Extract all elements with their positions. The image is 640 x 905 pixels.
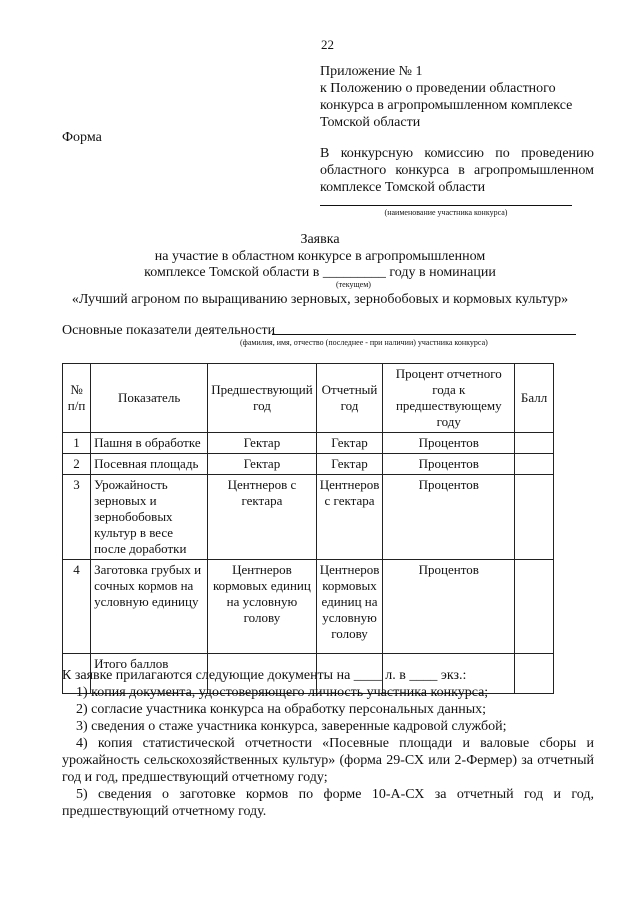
row-3-indicator: Урожайность зерновых и зернобобовых культур в весе после доработки: [91, 475, 208, 560]
row-4-score: [515, 560, 554, 654]
attachment-item-2: 2) согласие участника конкурса на обработку персональных данных;: [76, 702, 487, 717]
row-2-percent: Процентов: [383, 454, 515, 475]
application-title: Заявка: [300, 232, 340, 247]
row-4-prev: Центнеров кормовых единиц на условную голову: [208, 560, 317, 654]
application-line-1: на участие в областном конкурсе в агропромышленном: [154, 249, 486, 264]
addressee-line-3: комплексе Томской области: [320, 180, 486, 195]
row-3-score: [515, 475, 554, 560]
appendix-line-1: к Положению о проведении областного: [320, 81, 556, 96]
row-2-prev: Гектар: [208, 454, 317, 475]
indicators-name-line: [272, 334, 576, 335]
appendix-line-3: Томской области: [320, 115, 421, 130]
indicators-label: Основные показатели деятельности: [62, 323, 276, 338]
row-2-report: Гектар: [316, 454, 383, 475]
row-3-report: Центнеров с гектара: [316, 475, 383, 560]
row-2-score: [515, 454, 554, 475]
header-report-year: Отчетный год: [316, 364, 383, 433]
application-line-2: комплексе Томской области в _________ году в номинации: [144, 265, 496, 280]
header-score: Балл: [515, 364, 554, 433]
indicators-table: [62, 363, 554, 694]
participant-name-line: [320, 205, 572, 206]
row-2-indicator: Посевная площадь: [91, 454, 208, 475]
form-label: Форма: [62, 130, 102, 145]
row-1-report: Гектар: [316, 433, 383, 454]
attachment-item-4: 4) копия статистической отчетности «Посевные площади и валовые сборы и урожайность сельскохозяйственных культур» (форма 29-СХ или 2-Фермер) за отчетный год и год, предшествующий отчетному году;: [62, 736, 594, 785]
page-number: 22: [321, 37, 334, 52]
addressee-line-1: В конкурсную комиссию по проведению: [320, 146, 594, 161]
row-2-num: 2: [63, 454, 91, 475]
row-3-prev: Центнеров с гектара: [208, 475, 317, 560]
header-num: № п/п: [63, 364, 91, 433]
attachment-item-5: 5) сведения о заготовке кормов по форме 10-А-СХ за отчетный год и год, предшествующий отчетному году.: [62, 787, 594, 819]
row-1-indicator: Пашня в обработке: [91, 433, 208, 454]
current-year-caption: (текущем): [336, 280, 371, 289]
total-label: Итого баллов: [91, 654, 208, 694]
row-3-num: 3: [63, 475, 91, 560]
row-1-score: [515, 433, 554, 454]
attachment-item-1: 1) копия документа, удостоверяющего личность участника конкурса;: [76, 685, 489, 700]
participant-caption: (наименование участника конкурса): [384, 208, 508, 217]
table-row: [63, 454, 554, 475]
row-4-percent: Процентов: [383, 560, 515, 654]
row-1-percent: Процентов: [383, 433, 515, 454]
row-1-prev: Гектар: [208, 433, 317, 454]
appendix-title: Приложение № 1: [320, 64, 423, 79]
row-4-report: Центнеров кормовых единиц на условную голову: [316, 560, 383, 654]
row-4-num: 4: [63, 560, 91, 654]
addressee-line-2: областного конкурса в агропромышленном: [320, 163, 594, 178]
nomination: «Лучший агроном по выращиванию зерновых, зернобобовых и кормовых культур»: [71, 292, 569, 307]
attachments-block: [62, 667, 594, 820]
table-row: [63, 433, 554, 454]
table-row: [63, 560, 554, 654]
table-header-row: [63, 364, 554, 433]
addressee-block: [320, 145, 594, 196]
row-3-percent: Процентов: [383, 475, 515, 560]
attachment-item-3: 3) сведения о стаже участника конкурса, заверенные кадровой службой;: [76, 719, 507, 734]
header-prev-year: Предшествующий год: [208, 364, 317, 433]
table-row: [63, 475, 554, 560]
attachments-intro: К заявке прилагаются следующие документы на ____ л. в ____ экз.:: [62, 668, 467, 683]
appendix-line-2: конкурса в агропромышленном комплексе: [320, 98, 573, 113]
appendix-block: [320, 63, 600, 131]
row-1-num: 1: [63, 433, 91, 454]
indicators-caption: (фамилия, имя, отчество (последнее - при наличии) участника конкурса): [240, 338, 488, 347]
header-percent: Процент отчетного года к предшествующему году: [383, 364, 515, 433]
row-4-indicator: Заготовка грубых и сочных кормов на условную единицу: [91, 560, 208, 654]
header-indicator: Показатель: [91, 364, 208, 433]
